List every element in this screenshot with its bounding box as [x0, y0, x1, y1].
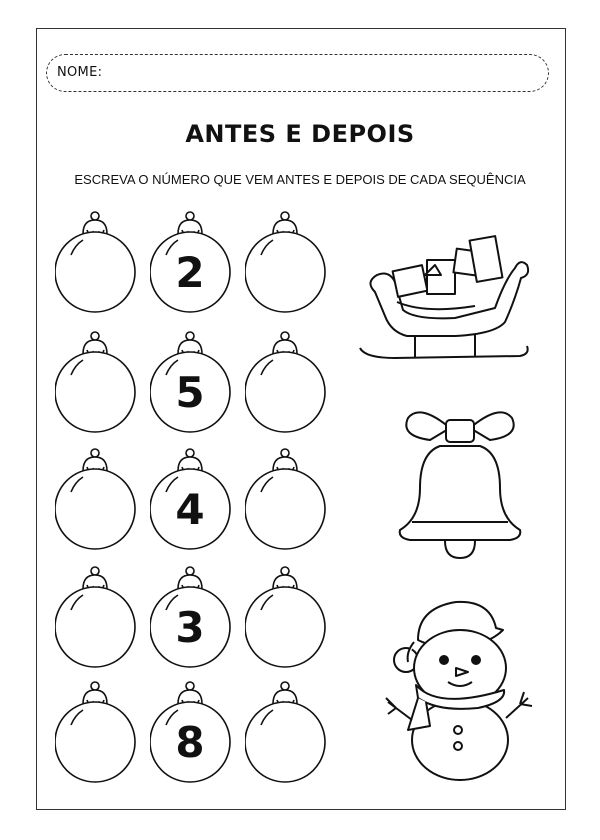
ornament-icon — [55, 330, 145, 440]
ornament-given — [150, 330, 240, 440]
ornament-icon — [245, 210, 335, 320]
sleigh-icon — [355, 220, 535, 365]
ornament-icon — [245, 680, 335, 790]
ornament-after-blank[interactable] — [245, 330, 335, 440]
ornament-after-blank[interactable] — [245, 680, 335, 790]
ornament-before-blank[interactable] — [55, 210, 145, 320]
ornament-after-blank[interactable] — [245, 565, 335, 675]
ornament-icon — [245, 447, 335, 557]
snowman-icon — [378, 590, 538, 785]
ornament-before-blank[interactable] — [55, 447, 145, 557]
page-title: ANTES E DEPOIS — [185, 120, 415, 148]
ornament-before-blank[interactable] — [55, 565, 145, 675]
sequence-number: 5 — [175, 368, 205, 417]
ornament-after-blank[interactable] — [245, 210, 335, 320]
ornament-given — [150, 210, 240, 320]
sequence-number: 2 — [175, 248, 205, 297]
ornament-after-blank[interactable] — [245, 447, 335, 557]
bell-icon — [390, 398, 530, 563]
sequence-number: 8 — [175, 718, 205, 767]
ornament-before-blank[interactable] — [55, 680, 145, 790]
instructions: ESCREVA O NÚMERO QUE VEM ANTES E DEPOIS DE CADA SEQUÊNCIA — [74, 172, 526, 187]
ornament-given — [150, 680, 240, 790]
ornament-icon — [55, 210, 145, 320]
ornament-before-blank[interactable] — [55, 330, 145, 440]
ornament-icon — [55, 680, 145, 790]
ornament-icon — [55, 447, 145, 557]
ornament-given — [150, 565, 240, 675]
ornament-icon — [245, 330, 335, 440]
ornament-given — [150, 447, 240, 557]
ornament-icon — [245, 565, 335, 675]
name-label: NOME: — [57, 65, 103, 80]
sequence-number: 4 — [175, 485, 205, 534]
ornament-icon — [55, 565, 145, 675]
sequence-number: 3 — [175, 603, 205, 652]
